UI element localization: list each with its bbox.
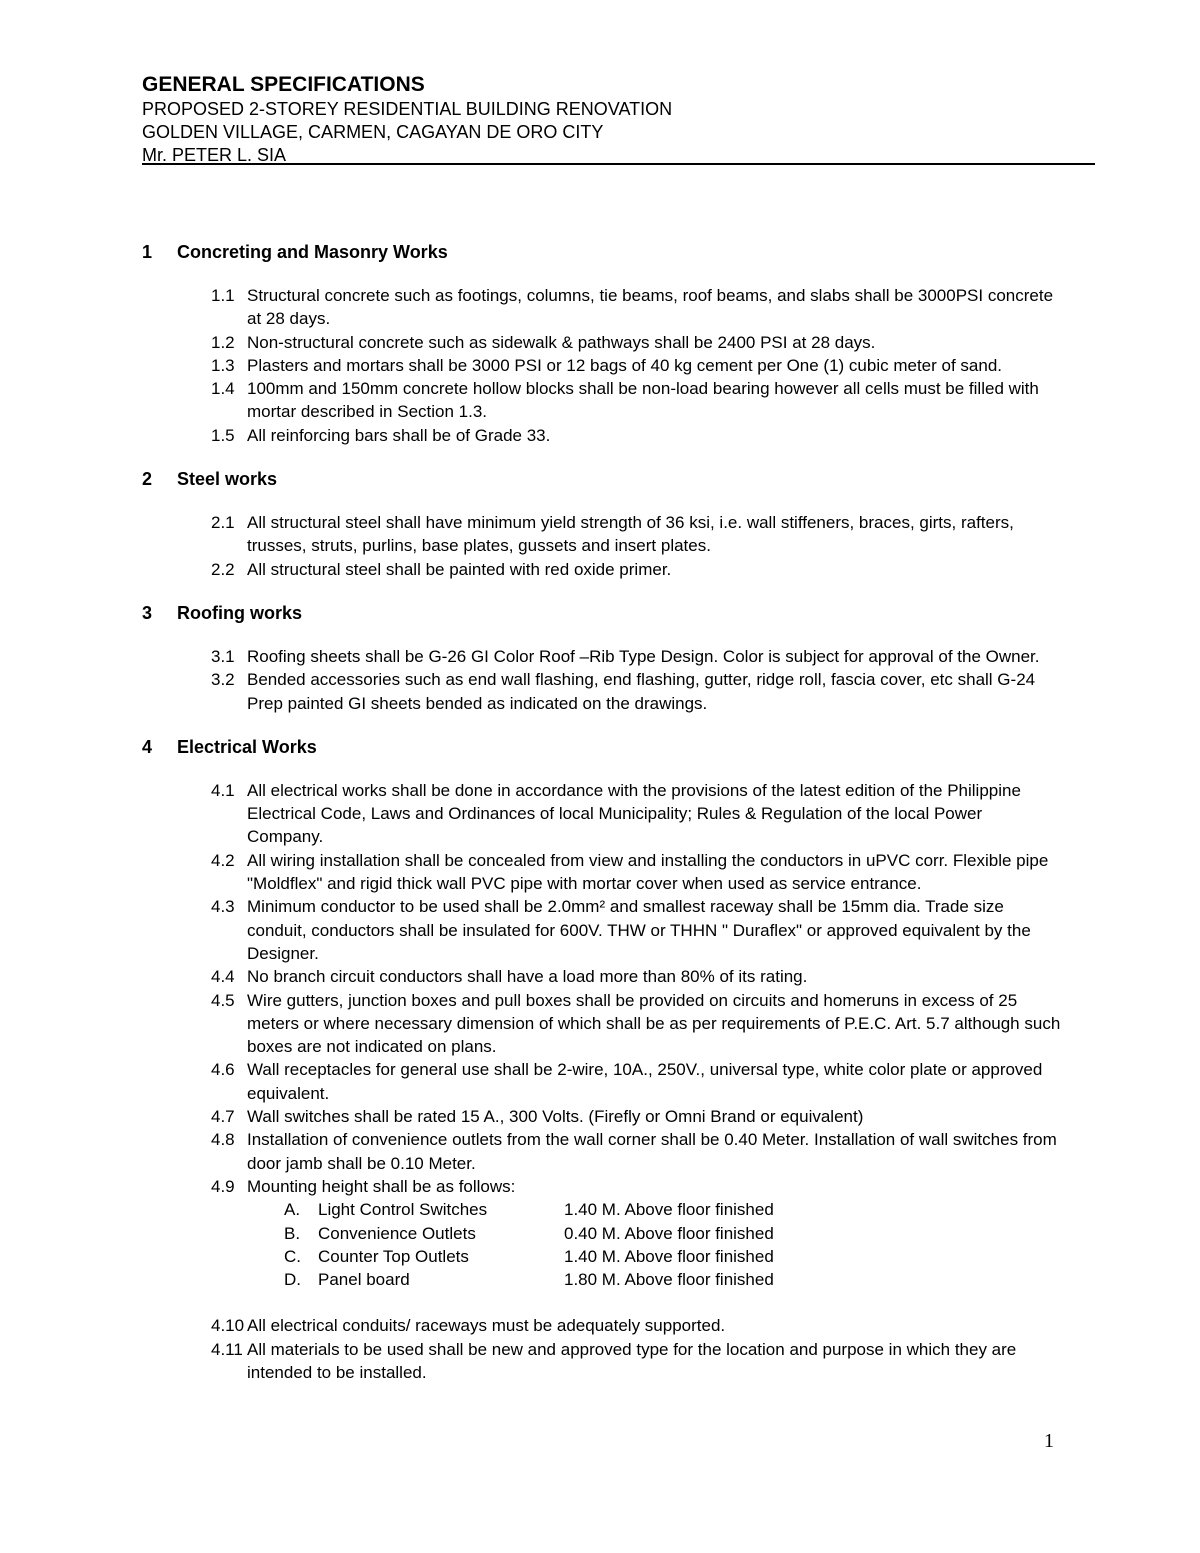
item-number-text: 1.4 xyxy=(211,379,235,399)
spec-item xyxy=(142,895,1062,965)
item-text: Plasters and mortars shall be 3000 PSI or 12 bags of 40 kg cement per One (1) cubic meter of sand. xyxy=(247,355,1003,375)
mounting-row xyxy=(142,1245,1062,1268)
spacer xyxy=(142,1291,1062,1314)
section-items xyxy=(142,645,1062,715)
spec-item xyxy=(142,965,1062,988)
section-number: 4 xyxy=(142,736,153,757)
item-number-text: 2.1 xyxy=(211,513,235,533)
item-number xyxy=(142,1175,247,1198)
section-items xyxy=(142,284,1062,447)
item-number xyxy=(142,424,247,447)
item-number xyxy=(142,895,247,965)
item-text: Wall switches shall be rated 15 A., 300 Volts. (Firefly or Omni Brand or equivalent) xyxy=(247,1107,864,1127)
header-rule xyxy=(142,163,1095,165)
item-number-text: 4.11 xyxy=(211,1339,243,1359)
spec-item xyxy=(142,1338,1062,1385)
mounting-name: Light Control Switches xyxy=(318,1200,488,1220)
section-title: Concreting and Masonry Works xyxy=(177,242,448,262)
spec-item xyxy=(142,645,1062,668)
project-location: GOLDEN VILLAGE, CARMEN, CAGAYAN DE ORO CITY xyxy=(142,122,604,142)
item-number-text: 1.5 xyxy=(211,425,235,445)
item-number xyxy=(142,989,247,1059)
item-number xyxy=(142,1338,247,1385)
project-owner: Mr. PETER L. SIA xyxy=(142,145,287,165)
item-number-text: 4.1 xyxy=(211,780,235,800)
spec-item xyxy=(142,424,1062,447)
item-text: Wire gutters, junction boxes and pull boxes shall be provided on circuits and homeruns in excess of 25 meters or where necessary dimension of which shall be as per requirements of P.E.C. Art. 5.7 although such boxes are not indicated on plans. xyxy=(247,990,1061,1057)
section-title: Roofing works xyxy=(177,602,302,623)
item-text: Installation of convenience outlets from the wall corner shall be 0.40 Meter. Installation of wall switches from door jamb shall be 0.10 Meter. xyxy=(247,1130,1057,1173)
mounting-letter-text: A. xyxy=(284,1200,301,1220)
item-number xyxy=(142,284,247,331)
mounting-row xyxy=(142,1198,1062,1221)
item-number xyxy=(142,779,247,849)
mounting-letter xyxy=(142,1198,318,1221)
item-number xyxy=(142,1105,247,1128)
item-number-text: 1.3 xyxy=(211,355,235,375)
item-number-text: 3.2 xyxy=(211,670,235,690)
spec-item xyxy=(142,354,1062,377)
item-number xyxy=(142,645,247,668)
item-number xyxy=(142,849,247,896)
item-number xyxy=(142,331,247,354)
item-number-text: 4.6 xyxy=(211,1060,235,1080)
mounting-letter xyxy=(142,1222,318,1245)
item-number-text: 4.9 xyxy=(211,1176,235,1196)
item-text: Minimum conductor to be used shall be 2.0mm² and smallest raceway shall be 15mm dia. Trade size conduit, conductors shall be insulated for 600V. THW or THHN " Duraflex" or approved equivalent by the Designer. xyxy=(247,897,1031,963)
item-text: All electrical conduits/ raceways must be adequately supported. xyxy=(247,1316,726,1336)
spec-item xyxy=(142,989,1062,1059)
mounting-row xyxy=(142,1222,1062,1245)
spec-item xyxy=(142,558,1062,581)
spec-item xyxy=(142,511,1062,558)
spec-item xyxy=(142,779,1062,849)
mounting-name: Panel board xyxy=(318,1270,410,1290)
mounting-letter-text: B. xyxy=(284,1223,301,1243)
item-text: All structural steel shall have minimum yield strength of 36 ksi, i.e. wall stiffeners, braces, girts, rafters, trusses, struts, purlins, base plates, gussets and insert plates. xyxy=(247,513,1014,556)
document-title: GENERAL SPECIFICATIONS xyxy=(142,73,425,96)
item-number-text: 4.10 xyxy=(211,1316,245,1336)
item-text: 100mm and 150mm concrete hollow blocks shall be non-load bearing however all cells must be filled with mortar described in Section 1.3. xyxy=(247,379,1039,422)
mounting-value: 1.80 M. Above floor finished xyxy=(564,1270,774,1290)
mounting-letter xyxy=(142,1268,318,1291)
item-number xyxy=(142,377,247,424)
section-number: 1 xyxy=(142,242,153,262)
item-number xyxy=(142,1128,247,1175)
document-header xyxy=(142,72,1095,167)
item-number-text: 2.2 xyxy=(211,559,235,579)
spec-item xyxy=(142,284,1062,331)
item-number-text: 4.8 xyxy=(211,1130,235,1150)
item-number-text: 1.2 xyxy=(211,332,235,352)
item-number-text: 4.2 xyxy=(211,850,235,870)
mounting-height-list xyxy=(142,1198,1062,1291)
mounting-letter xyxy=(142,1245,318,1268)
item-number-text: 4.5 xyxy=(211,990,235,1010)
item-text: All electrical works shall be done in accordance with the provisions of the latest edition of the Philippine Electrical Code, Laws and Ordinances of local Municipality; Rules & Regulation of the local Power Company. xyxy=(247,780,1021,847)
section-number: 2 xyxy=(142,469,153,490)
mounting-row xyxy=(142,1268,1062,1291)
spec-item xyxy=(142,1175,1062,1198)
mounting-letter-text: D. xyxy=(284,1270,301,1290)
spec-item xyxy=(142,1128,1062,1175)
mounting-value: 1.40 M. Above floor finished xyxy=(564,1246,774,1266)
item-number-text: 4.7 xyxy=(211,1107,235,1127)
mounting-name: Convenience Outlets xyxy=(318,1223,476,1243)
mounting-letter-text: C. xyxy=(284,1246,301,1266)
item-number-text: 1.1 xyxy=(211,286,235,305)
section-heading xyxy=(142,467,1062,491)
item-number-text: 4.3 xyxy=(211,897,235,917)
mounting-value: 1.40 M. Above floor finished xyxy=(564,1200,774,1220)
section-heading xyxy=(142,735,1062,759)
item-number xyxy=(142,511,247,558)
spec-item xyxy=(142,1058,1062,1105)
item-text: Mounting height shall be as follows: xyxy=(247,1176,516,1196)
spec-item xyxy=(142,377,1062,424)
item-text: All reinforcing bars shall be of Grade 33. xyxy=(247,425,551,445)
item-number-text: 4.4 xyxy=(211,967,235,987)
item-text: All materials to be used shall be new and approved type for the location and purpose in which they are intended to be installed. xyxy=(247,1339,1017,1382)
item-text: Bended accessories such as end wall flashing, end flashing, gutter, ridge roll, fascia cover, etc shall G-24 Prep painted GI sheets bended as indicated on the drawings. xyxy=(247,670,1036,713)
item-text: Non-structural concrete such as sidewalk & pathways shall be 2400 PSI at 28 days. xyxy=(247,332,876,352)
page-number: 1 xyxy=(1044,1430,1054,1452)
project-name: PROPOSED 2-STOREY RESIDENTIAL BUILDING RENOVATION xyxy=(142,99,673,119)
item-number xyxy=(142,668,247,715)
section-items xyxy=(142,511,1062,581)
section-number: 3 xyxy=(142,602,153,623)
section-heading xyxy=(142,601,1062,625)
item-number xyxy=(142,558,247,581)
section-title: Steel works xyxy=(177,469,278,490)
item-number-text: 3.1 xyxy=(211,646,235,666)
item-text: All structural steel shall be painted with red oxide primer. xyxy=(247,559,672,579)
item-text: No branch circuit conductors shall have a load more than 80% of its rating. xyxy=(247,967,808,987)
spec-item xyxy=(142,331,1062,354)
item-number xyxy=(142,1314,247,1337)
item-text: Structural concrete such as footings, columns, tie beams, roof beams, and slabs shall be 3000PSI concrete at 28 days. xyxy=(247,286,1054,329)
section-items xyxy=(142,779,1062,1384)
section-title: Electrical Works xyxy=(177,736,317,757)
specification-body xyxy=(142,240,1062,1404)
item-number xyxy=(142,1058,247,1105)
item-number xyxy=(142,354,247,377)
mounting-value: 0.40 M. Above floor finished xyxy=(564,1223,774,1243)
spec-item xyxy=(142,668,1062,715)
item-text: Wall receptacles for general use shall be 2-wire, 10A., 250V., universal type, white color plate or approved equivalent. xyxy=(247,1060,1043,1103)
item-number xyxy=(142,965,247,988)
mounting-name: Counter Top Outlets xyxy=(318,1246,469,1266)
spec-item xyxy=(142,1314,1062,1337)
spec-item xyxy=(142,849,1062,896)
item-text: All wiring installation shall be concealed from view and installing the conductors in uPVC corr. Flexible pipe "Moldflex" and rigid thick wall PVC pipe with mortar cover when used as service entrance. xyxy=(247,850,1049,894)
section-heading xyxy=(142,240,1062,264)
spec-item xyxy=(142,1105,1062,1128)
item-text: Roofing sheets shall be G-26 GI Color Roof –Rib Type Design. Color is subject for approval of the Owner. xyxy=(247,646,1040,666)
